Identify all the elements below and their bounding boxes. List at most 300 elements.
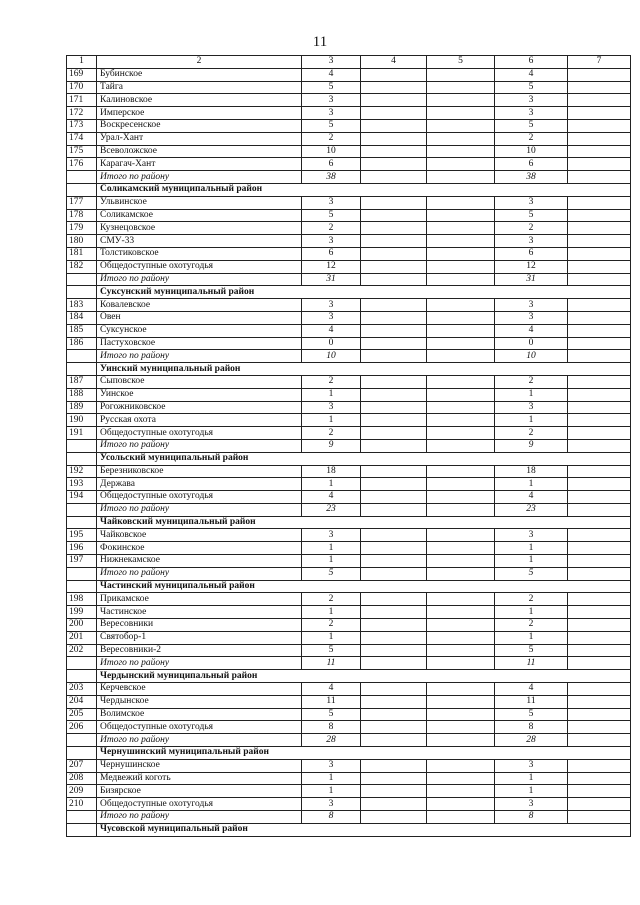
column-5-value <box>427 657 495 670</box>
column-7-value <box>568 260 631 273</box>
hunting-area-name: Воскресенское <box>97 119 302 132</box>
column-7-value <box>568 644 631 657</box>
district-name: Чернушинский муниципальный район <box>97 747 631 760</box>
district-name: Суксунский муниципальный район <box>97 286 631 299</box>
column-4-value <box>361 171 427 184</box>
total-label: Итого по району <box>97 273 302 286</box>
column-4-value <box>361 503 427 516</box>
row-number-cell: 186 <box>67 337 97 350</box>
column-7-value <box>568 759 631 772</box>
column-4-value <box>361 439 427 452</box>
hunting-area-name: Волимское <box>97 708 302 721</box>
column-4-value <box>361 555 427 568</box>
table-row <box>67 631 631 644</box>
row-number-cell: 179 <box>67 222 97 235</box>
column-4-value <box>361 375 427 388</box>
row-number-cell: 192 <box>67 465 97 478</box>
row-number-cell <box>67 567 97 580</box>
row-number-cell: 181 <box>67 247 97 260</box>
column-3-value: 3 <box>302 311 361 324</box>
column-6-value: 3 <box>495 196 568 209</box>
district-header-row <box>67 286 631 299</box>
column-6-value: 8 <box>495 811 568 824</box>
column-7-value <box>568 734 631 747</box>
table-row <box>67 68 631 81</box>
column-5-value <box>427 145 495 158</box>
table-row <box>67 324 631 337</box>
column-4-value <box>361 721 427 734</box>
district-name: Соликамский муниципальный район <box>97 183 631 196</box>
table-row <box>67 785 631 798</box>
column-7-value <box>568 337 631 350</box>
row-number-cell: 182 <box>67 260 97 273</box>
district-total-row <box>67 350 631 363</box>
column-7-value <box>568 273 631 286</box>
column-6-value: 6 <box>495 247 568 260</box>
total-label: Итого по району <box>97 171 302 184</box>
table-row <box>67 81 631 94</box>
column-7-value <box>568 81 631 94</box>
column-header: 7 <box>568 56 631 69</box>
column-3-value: 4 <box>302 68 361 81</box>
column-4-value <box>361 811 427 824</box>
column-header: 5 <box>427 56 495 69</box>
column-7-value <box>568 247 631 260</box>
row-number-cell: 210 <box>67 798 97 811</box>
column-7-value <box>568 375 631 388</box>
column-7-value <box>568 555 631 568</box>
district-header-row <box>67 670 631 683</box>
column-3-value: 5 <box>302 567 361 580</box>
column-header: 2 <box>97 56 302 69</box>
table-row <box>67 772 631 785</box>
column-3-value: 6 <box>302 247 361 260</box>
column-5-value <box>427 427 495 440</box>
column-5-value <box>427 324 495 337</box>
district-header-row <box>67 823 631 836</box>
column-6-value: 3 <box>495 798 568 811</box>
column-7-value <box>568 68 631 81</box>
column-6-value: 10 <box>495 145 568 158</box>
row-number-cell: 189 <box>67 401 97 414</box>
column-4-value <box>361 235 427 248</box>
column-7-value <box>568 414 631 427</box>
table-row <box>67 119 631 132</box>
column-6-value: 18 <box>495 465 568 478</box>
column-6-value: 1 <box>495 542 568 555</box>
column-6-value: 2 <box>495 222 568 235</box>
column-3-value: 1 <box>302 542 361 555</box>
row-number-cell <box>67 452 97 465</box>
column-6-value: 23 <box>495 503 568 516</box>
column-7-value <box>568 119 631 132</box>
row-number-cell: 188 <box>67 388 97 401</box>
column-7-value <box>568 439 631 452</box>
table-row <box>67 196 631 209</box>
column-6-value: 9 <box>495 439 568 452</box>
column-5-value <box>427 81 495 94</box>
hunting-area-name: Чернушинское <box>97 759 302 772</box>
column-7-value <box>568 631 631 644</box>
district-name: Чердынский муниципальный район <box>97 670 631 683</box>
row-number-cell <box>67 363 97 376</box>
district-total-row <box>67 171 631 184</box>
column-7-value <box>568 491 631 504</box>
row-number-cell <box>67 580 97 593</box>
column-4-value <box>361 427 427 440</box>
table-row <box>67 759 631 772</box>
column-7-value <box>568 311 631 324</box>
column-3-value: 3 <box>302 107 361 120</box>
column-5-value <box>427 785 495 798</box>
column-6-value: 2 <box>495 132 568 145</box>
district-name: Уинский муниципальный район <box>97 363 631 376</box>
row-number-cell: 209 <box>67 785 97 798</box>
column-3-value: 8 <box>302 721 361 734</box>
column-4-value <box>361 299 427 312</box>
column-3-value: 9 <box>302 439 361 452</box>
row-number-cell: 196 <box>67 542 97 555</box>
table-row <box>67 695 631 708</box>
hunting-area-name: Бизярское <box>97 785 302 798</box>
table-row <box>67 708 631 721</box>
column-3-value: 31 <box>302 273 361 286</box>
column-6-value: 3 <box>495 235 568 248</box>
table-row <box>67 644 631 657</box>
row-number-cell: 203 <box>67 683 97 696</box>
column-3-value: 3 <box>302 235 361 248</box>
row-number-cell: 207 <box>67 759 97 772</box>
hunting-area-name: Вересовники <box>97 619 302 632</box>
column-5-value <box>427 529 495 542</box>
hunting-area-name: Общедоступные охотугодья <box>97 798 302 811</box>
table-row <box>67 555 631 568</box>
column-header: 3 <box>302 56 361 69</box>
row-number-cell <box>67 350 97 363</box>
table-row <box>67 247 631 260</box>
column-4-value <box>361 465 427 478</box>
column-6-value: 4 <box>495 683 568 696</box>
table-row <box>67 375 631 388</box>
column-5-value <box>427 222 495 235</box>
table-row <box>67 542 631 555</box>
hunting-area-name: Общедоступные охотугодья <box>97 427 302 440</box>
row-number-cell: 176 <box>67 158 97 171</box>
district-name: Усольский муниципальный район <box>97 452 631 465</box>
column-5-value <box>427 644 495 657</box>
table-row <box>67 401 631 414</box>
column-5-value <box>427 439 495 452</box>
column-6-value: 1 <box>495 555 568 568</box>
column-3-value: 23 <box>302 503 361 516</box>
column-5-value <box>427 119 495 132</box>
column-3-value: 3 <box>302 529 361 542</box>
column-7-value <box>568 657 631 670</box>
column-7-value <box>568 132 631 145</box>
column-5-value <box>427 158 495 171</box>
column-4-value <box>361 324 427 337</box>
column-4-value <box>361 350 427 363</box>
column-4-value <box>361 491 427 504</box>
column-7-value <box>568 529 631 542</box>
row-number-cell: 175 <box>67 145 97 158</box>
row-number-cell: 177 <box>67 196 97 209</box>
column-7-value <box>568 427 631 440</box>
column-4-value <box>361 606 427 619</box>
hunting-area-name: Овен <box>97 311 302 324</box>
total-label: Итого по району <box>97 811 302 824</box>
column-5-value <box>427 772 495 785</box>
column-4-value <box>361 657 427 670</box>
column-4-value <box>361 529 427 542</box>
column-6-value: 1 <box>495 388 568 401</box>
total-label: Итого по району <box>97 657 302 670</box>
column-3-value: 3 <box>302 401 361 414</box>
column-5-value <box>427 708 495 721</box>
column-3-value: 1 <box>302 388 361 401</box>
district-total-row <box>67 657 631 670</box>
column-7-value <box>568 171 631 184</box>
table-row <box>67 798 631 811</box>
column-4-value <box>361 107 427 120</box>
column-5-value <box>427 478 495 491</box>
column-5-value <box>427 811 495 824</box>
total-label: Итого по району <box>97 350 302 363</box>
column-7-value <box>568 606 631 619</box>
hunting-area-name: Держава <box>97 478 302 491</box>
column-6-value: 3 <box>495 401 568 414</box>
column-3-value: 5 <box>302 708 361 721</box>
row-number-cell <box>67 657 97 670</box>
hunting-area-name: Прикамское <box>97 593 302 606</box>
column-3-value: 3 <box>302 196 361 209</box>
district-header-row <box>67 363 631 376</box>
column-4-value <box>361 593 427 606</box>
quota-table <box>66 55 631 837</box>
table-row <box>67 299 631 312</box>
column-5-value <box>427 414 495 427</box>
column-6-value: 5 <box>495 644 568 657</box>
column-7-value <box>568 683 631 696</box>
column-5-value <box>427 401 495 414</box>
column-7-value <box>568 350 631 363</box>
column-6-value: 3 <box>495 759 568 772</box>
table-row <box>67 260 631 273</box>
hunting-area-name: Частинское <box>97 606 302 619</box>
table-row <box>67 209 631 222</box>
column-3-value: 5 <box>302 209 361 222</box>
column-6-value: 5 <box>495 119 568 132</box>
hunting-area-name: Березниковское <box>97 465 302 478</box>
table-header-row <box>67 56 631 69</box>
row-number-cell: 187 <box>67 375 97 388</box>
row-number-cell: 200 <box>67 619 97 632</box>
column-3-value: 0 <box>302 337 361 350</box>
column-5-value <box>427 567 495 580</box>
column-7-value <box>568 196 631 209</box>
column-5-value <box>427 375 495 388</box>
district-header-row <box>67 452 631 465</box>
column-3-value: 6 <box>302 158 361 171</box>
column-5-value <box>427 350 495 363</box>
column-5-value <box>427 555 495 568</box>
column-6-value: 31 <box>495 273 568 286</box>
column-4-value <box>361 759 427 772</box>
row-number-cell: 185 <box>67 324 97 337</box>
column-5-value <box>427 235 495 248</box>
column-header: 6 <box>495 56 568 69</box>
table-row <box>67 235 631 248</box>
column-3-value: 1 <box>302 414 361 427</box>
column-3-value: 4 <box>302 324 361 337</box>
column-6-value: 5 <box>495 567 568 580</box>
hunting-area-name: Медвежий коготь <box>97 772 302 785</box>
column-6-value: 5 <box>495 209 568 222</box>
column-6-value: 8 <box>495 721 568 734</box>
row-number-cell <box>67 171 97 184</box>
column-6-value: 2 <box>495 593 568 606</box>
column-6-value: 1 <box>495 785 568 798</box>
column-3-value: 3 <box>302 299 361 312</box>
column-7-value <box>568 222 631 235</box>
column-3-value: 2 <box>302 375 361 388</box>
column-7-value <box>568 299 631 312</box>
column-5-value <box>427 683 495 696</box>
table-row <box>67 388 631 401</box>
row-number-cell: 194 <box>67 491 97 504</box>
district-total-row <box>67 567 631 580</box>
row-number-cell: 172 <box>67 107 97 120</box>
table-row <box>67 606 631 619</box>
table-row <box>67 145 631 158</box>
column-3-value: 18 <box>302 465 361 478</box>
column-6-value: 3 <box>495 107 568 120</box>
hunting-area-name: Русская охота <box>97 414 302 427</box>
hunting-area-name: Вересовники-2 <box>97 644 302 657</box>
table-row <box>67 158 631 171</box>
column-5-value <box>427 299 495 312</box>
column-3-value: 1 <box>302 772 361 785</box>
column-7-value <box>568 542 631 555</box>
column-4-value <box>361 631 427 644</box>
column-3-value: 11 <box>302 657 361 670</box>
column-4-value <box>361 798 427 811</box>
row-number-cell <box>67 823 97 836</box>
column-5-value <box>427 196 495 209</box>
column-3-value: 2 <box>302 132 361 145</box>
row-number-cell: 204 <box>67 695 97 708</box>
row-number-cell: 195 <box>67 529 97 542</box>
column-5-value <box>427 695 495 708</box>
hunting-area-name: Суксунское <box>97 324 302 337</box>
total-label: Итого по району <box>97 734 302 747</box>
column-7-value <box>568 503 631 516</box>
row-number-cell <box>67 273 97 286</box>
table-row <box>67 465 631 478</box>
hunting-area-name: Тайга <box>97 81 302 94</box>
table-row <box>67 427 631 440</box>
column-3-value: 1 <box>302 555 361 568</box>
row-number-cell <box>67 439 97 452</box>
column-6-value: 10 <box>495 350 568 363</box>
column-6-value: 1 <box>495 772 568 785</box>
hunting-area-name: Чердынское <box>97 695 302 708</box>
district-header-row <box>67 183 631 196</box>
hunting-area-name: Чайковское <box>97 529 302 542</box>
table-row <box>67 491 631 504</box>
row-number-cell: 191 <box>67 427 97 440</box>
column-6-value: 3 <box>495 299 568 312</box>
column-5-value <box>427 542 495 555</box>
column-5-value <box>427 721 495 734</box>
row-number-cell: 173 <box>67 119 97 132</box>
row-number-cell <box>67 734 97 747</box>
row-number-cell: 201 <box>67 631 97 644</box>
column-3-value: 2 <box>302 222 361 235</box>
column-4-value <box>361 695 427 708</box>
hunting-area-name: Общедоступные охотугодья <box>97 721 302 734</box>
column-4-value <box>361 209 427 222</box>
district-name: Чусовской муниципальный район <box>97 823 631 836</box>
column-4-value <box>361 132 427 145</box>
column-5-value <box>427 503 495 516</box>
column-7-value <box>568 785 631 798</box>
column-4-value <box>361 68 427 81</box>
column-4-value <box>361 644 427 657</box>
hunting-area-name: Урал-Хант <box>97 132 302 145</box>
row-number-cell: 208 <box>67 772 97 785</box>
hunting-area-name: Фокинское <box>97 542 302 555</box>
column-3-value: 5 <box>302 119 361 132</box>
table-row <box>67 337 631 350</box>
column-5-value <box>427 759 495 772</box>
column-7-value <box>568 593 631 606</box>
column-7-value <box>568 388 631 401</box>
hunting-area-name: Всеволожское <box>97 145 302 158</box>
column-header: 4 <box>361 56 427 69</box>
column-6-value: 6 <box>495 158 568 171</box>
hunting-area-name: Керчевское <box>97 683 302 696</box>
column-5-value <box>427 798 495 811</box>
hunting-area-name: Уинское <box>97 388 302 401</box>
column-6-value: 3 <box>495 94 568 107</box>
hunting-area-name: СМУ-33 <box>97 235 302 248</box>
column-3-value: 38 <box>302 171 361 184</box>
column-3-value: 1 <box>302 785 361 798</box>
column-7-value <box>568 772 631 785</box>
row-number-cell: 206 <box>67 721 97 734</box>
column-4-value <box>361 119 427 132</box>
row-number-cell <box>67 811 97 824</box>
column-4-value <box>361 478 427 491</box>
column-3-value: 5 <box>302 81 361 94</box>
column-7-value <box>568 324 631 337</box>
row-number-cell <box>67 503 97 516</box>
total-label: Итого по району <box>97 567 302 580</box>
column-7-value <box>568 478 631 491</box>
column-4-value <box>361 81 427 94</box>
row-number-cell: 193 <box>67 478 97 491</box>
column-3-value: 2 <box>302 619 361 632</box>
column-4-value <box>361 247 427 260</box>
column-7-value <box>568 209 631 222</box>
row-number-cell: 180 <box>67 235 97 248</box>
row-number-cell <box>67 516 97 529</box>
district-name: Чайковский муниципальный район <box>97 516 631 529</box>
column-3-value: 3 <box>302 759 361 772</box>
column-5-value <box>427 631 495 644</box>
table-row <box>67 311 631 324</box>
